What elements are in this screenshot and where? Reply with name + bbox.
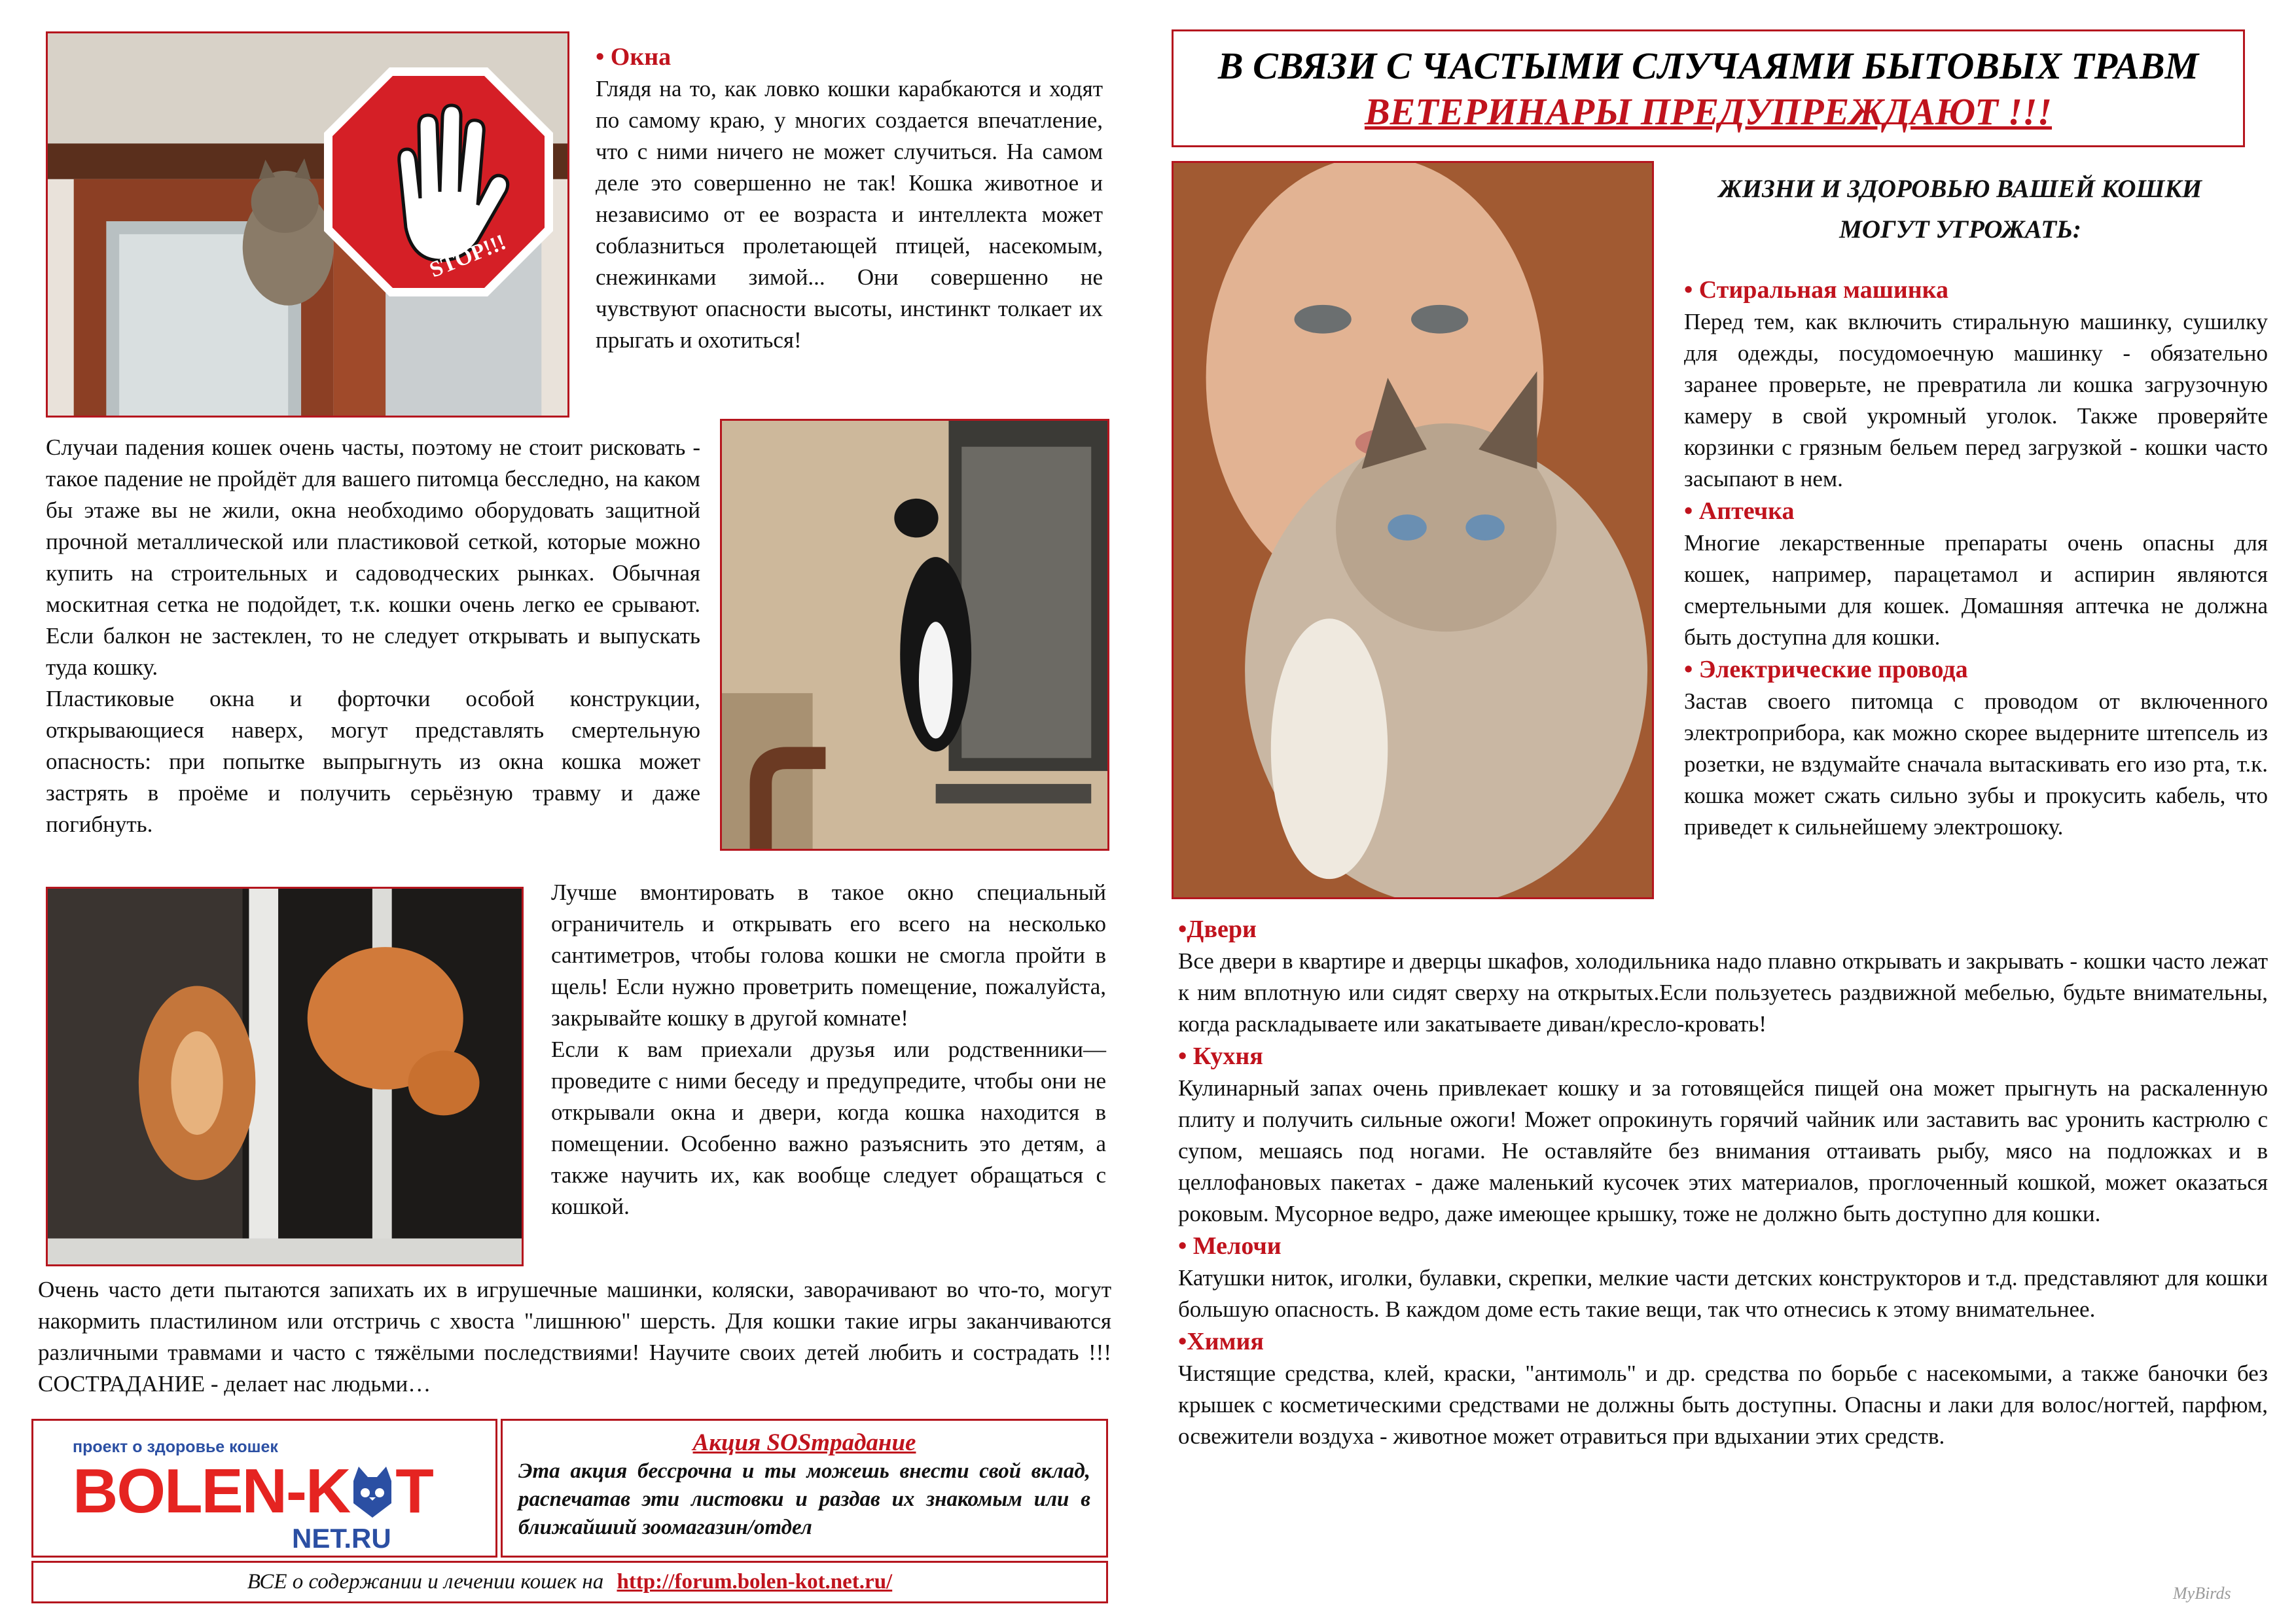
kitchen-heading: • Кухня <box>1178 1043 1263 1070</box>
banner-line-2: ВЕТЕРИНАРЫ ПРЕДУПРЕЖДАЮТ !!! <box>1364 90 2053 133</box>
stop-label: STOP!!! <box>426 230 510 283</box>
action-text: Эта акция бессрочна и ты можешь внести свой вклад, распечатав эти листовки и раздав их знакомым или в ближайший зоомагазин/отдел <box>518 1459 1090 1539</box>
small-items-heading: • Мелочи <box>1178 1232 1282 1260</box>
logo-name-part1: BOLEN-K <box>73 1456 350 1526</box>
wires-heading: • Электрические провода <box>1684 656 1968 683</box>
stuck-cat-photo <box>46 887 524 1266</box>
windows-heading: • Окна <box>596 43 672 71</box>
subtitle-line-2: МОГУТ УГРОЖАТЬ: <box>1839 215 2081 243</box>
chemistry-heading: •Химия <box>1178 1328 1264 1355</box>
action-box <box>501 1419 1108 1558</box>
cat-face-icon <box>350 1467 395 1519</box>
limiter-paragraph-1: Лучше вмонтировать в такое окно специальный ограничитель и открывать его всего на несколько сантиметров, чтобы голова кошки не смогла пройти в щель! Если нужно проветрить помещение, пожалуйста, закрывайте кошку в другой комнате! <box>551 880 1106 1031</box>
doors-text: Все двери в квартире и дверцы шкафов, холодильника надо плавно открывать и закрывать - кошки часто лежат к ним вплотную или сидят сверху на открытых.Если пользуетесь раздвижной мебелью, будьте внимательны, когда раскладываете или закатываете диван/кресло-кровать! <box>1178 948 2268 1037</box>
logo-domain: NET.RU <box>292 1523 391 1554</box>
bolen-kot-logo-box <box>31 1419 497 1558</box>
children-text: Очень часто дети пытаются запихать их в игрушечные машинки, коляски, заворачивают во что-то, могут накормить пластилином или отстричь с хвоста "лишнюю" шерсть. Для кошки такие игры заканчиваются различными травмами и часто с тяжёлыми последствиями! Научите своих детей любить и сострадать !!! СОСТРАДАНИЕ - делает нас людьми… <box>38 1277 1111 1397</box>
medkit-text: Многие лекарственные препараты очень опасны для кошек, например, парацетамол и аспирин являются смертельными для кошек. Домашняя аптечка не должна быть доступна для кошки. <box>1684 530 2268 650</box>
doors-heading: •Двери <box>1178 916 1257 943</box>
subtitle-line-1: ЖИЗНИ И ЗДОРОВЬЮ ВАШЕЙ КОШКИ <box>1718 175 2202 203</box>
logo-name-part2: T <box>395 1456 433 1526</box>
forum-footer-box <box>31 1561 1108 1603</box>
stop-sign <box>321 64 556 300</box>
logo-wordmark <box>73 1456 433 1526</box>
washer-text: Перед тем, как включить стиральную машинку, сушилку для одежды, посудомоечную машинку - обязательно заранее проверьте, не превратила ли кошка загрузочную камеру в свой укромный уголок. Также проверяйте корзинки с грязным бельем перед загрузкой - кошки часто засыпают в нем. <box>1684 309 2268 491</box>
forum-link[interactable]: http://forum.bolen-kot.net.ru/ <box>617 1570 893 1594</box>
banner-line-1: В СВЯЗИ С ЧАСТЫМИ СЛУЧАЯМИ БЫТОВЫХ ТРАВМ <box>1217 45 2199 87</box>
windows-section <box>596 41 1103 356</box>
children-section <box>38 1274 1111 1400</box>
chemistry-text: Чистящие средства, клей, краски, "антимоль" и др. средства по борьбе с насекомыми, а также баночки без крышек с косметическими средствами не должны быть доступны. Опасны и лаки для волос/ногтей, парфюм, освежители воздуха - животное может отравиться при вдыхании этих средств. <box>1178 1361 2268 1449</box>
climbing-cat-photo <box>720 419 1109 851</box>
small-items-text: Катушки ниток, иголки, булавки, скрепки, мелкие части детских конструкторов и т.д. представляют для кошки большую опасность. В каждом доме есть такие вещи, так что отнесись к этому внимательнее. <box>1178 1265 2268 1322</box>
threats-subtitle <box>1666 169 2255 250</box>
logo-tagline: проект о здоровье кошек <box>73 1438 278 1456</box>
medkit-heading: • Аптечка <box>1684 497 1795 525</box>
mybirds-watermark: MyBirds <box>2173 1584 2231 1603</box>
right-column-bottom <box>1178 913 2268 1452</box>
wires-text: Застав своего питомца с проводом от включенного электроприбора, как можно скорее выдерните штепсель из розетки, не вздумайте сначала вытаскивать его изо рта, т.к. кошка может сжать сильно зубы и прокусить кабель, что приведет к сильнейшему электрошоку. <box>1684 688 2268 840</box>
footer-text: ВСЕ о содержании и лечении кошек на <box>247 1570 604 1594</box>
windows-text: Глядя на то, как ловко кошки карабкаются и ходят по самому краю, у многих создается впечатление, что с ними ничего не может случиться. На самом деле это совершенно не так! Кошка животное и независимо от ее возраста и интеллекта может соблазниться пролетающей птицей, насекомым, снежинками зимой... Они совершенно не чувствуют опасности высоты, инстинкт толкает их прыгать и охотиться! <box>596 76 1103 353</box>
kitchen-text: Кулинарный запах очень привлекает кошку и за готовящейся пищей она может прыгнуть на раскаленную плиту и получить сильные ожоги! Может опрокинуть горячий чайник или заставить вас уронить кастрюлю с супом, мешаясь под ногами. Не оставляйте без внимания оттаивать рыбу, мясо на подложках и в целлофановых пакетах - даже маленький кусочек этих материалов, проглоченный кошкой, может оказаться роковым. Мусорное ведро, даже имеющее крышку, тоже не должно быть доступно для кошки. <box>1178 1075 2268 1226</box>
right-column-top <box>1684 274 2268 843</box>
washer-heading: • Стиральная машинка <box>1684 276 1948 304</box>
falls-paragraph-1: Случаи падения кошек очень часты, поэтому не стоит рисковать - такое падение не пройдёт для вашего питомца бесследно, на каком бы этаже вы не жили, окна необходимо оборудовать защитной прочной металлической или пластиковой сеткой, которые можно купить на строительных и садоводческих рынках. Обычная москитная сетка не подойдет, т.к. кошки очень легко ее срывают. Если балкон не застеклен, то не следует открывать и выпускать туда кошку. <box>46 435 700 680</box>
falls-section <box>46 432 700 840</box>
warning-banner <box>1172 29 2245 147</box>
woman-with-cat-photo <box>1172 161 1654 899</box>
falls-paragraph-2: Пластиковые окна и форточки особой конструкции, открывающиеся наверх, могут представлять смертельную опасность: при попытке выпрыгнуть из окна кошка может застрять в проёме и получить серьёзную травму и даже погибнуть. <box>46 686 700 837</box>
action-title: Акция SOSтрадание <box>692 1429 916 1456</box>
limiter-section <box>551 877 1106 1222</box>
limiter-paragraph-2: Если к вам приехали друзья или родственники—проведите с ними беседу и предупредите, чтобы они не открывали окна и двери, когда кошка находится в помещении. Особенно важно разъяснить это детям, а также научить их, как вообще следует обращаться с кошкой. <box>551 1037 1106 1219</box>
